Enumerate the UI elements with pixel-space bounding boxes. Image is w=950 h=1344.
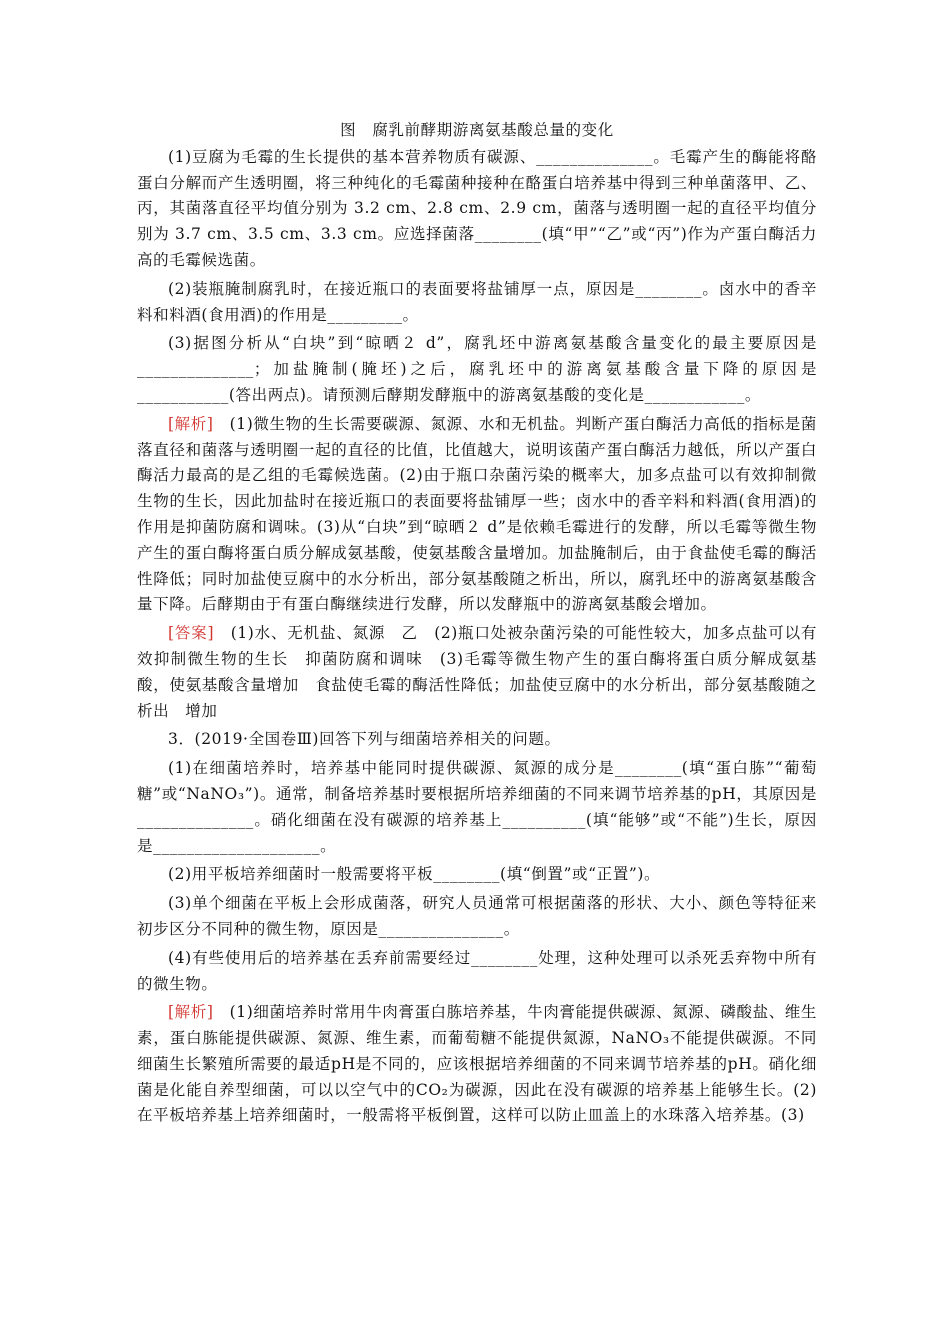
q3-part4: (4)有些使用后的培养基在丢弃前需要经过________处理，这种处理可以杀死丢弃物中所有的微生物。 xyxy=(137,948,817,993)
q2-answer xyxy=(137,621,817,724)
q3-part1: (1)在细菌培养时，培养基中能同时提供碳源、氮源的成分是________(填“蛋白胨”“葡萄糖”或“NaNO₃”)。通常，制备培养基时要根据所培养细菌的不同来调节培养基的pH，其原因是______________。硝化细菌在没有碳源的培养基上__________(填“能够”或“不能”)生长，原因是____________________。 xyxy=(137,759,817,855)
analysis-tag: [解析] xyxy=(168,1003,214,1022)
q2-part1: (1)豆腐为毛霉的生长提供的基本营养物质有碳源、______________。毛霉产生的酶能将酪蛋白分解而产生透明圈，将三种纯化的毛霉菌种接种在酪蛋白培养基中得到三种单菌落甲、乙、丙，其菌落直径平均值分别为 3.2 cm、2.8 cm、2.9 cm，菌落与透明圈一起的直径平均值分别为 3.7 cm、3.5 cm、3.3 cm。应选择菌落________(填“甲”“乙”或“丙”)作为产蛋白酶活力高的毛霉候选菌。 xyxy=(137,147,817,269)
q2-analysis xyxy=(137,412,817,618)
analysis-tag: [解析] xyxy=(168,414,214,433)
q3-part2: (2)用平板培养细菌时一般需要将平板________(填“倒置”或“正置”)。 xyxy=(168,865,661,884)
figure-caption: 图 腐乳前酵期游离氨基酸总量的变化 xyxy=(340,121,614,139)
answer-tag: [答案] xyxy=(168,624,215,643)
answer-text: (1)水、无机盐、氮源 乙 (2)瓶口处被杂菌污染的可能性较大，加多点盐可以有效抑制微生物的生长 抑菌防腐和调味 (3)毛霉等微生物产生的蛋白酶将蛋白质分解成氨基酸，使氨基酸含量增加 食盐使毛霉的酶活性降低；加盐使豆腐中的水分析出，部分氨基酸随之析出 增加 xyxy=(137,624,817,720)
q3-analysis xyxy=(137,1000,817,1129)
q2-part2: (2)装瓶腌制腐乳时，在接近瓶口的表面要将盐铺厚一点，原因是________。卤水中的香辛料和料酒(食用酒)的作用是_________。 xyxy=(137,279,817,324)
q3-part3: (3)单个细菌在平板上会形成菌落，研究人员通常可根据菌落的形状、大小、颜色等特征来初步区分不同种的微生物，原因是_______________。 xyxy=(137,894,817,938)
q3-stem: 3．(2019·全国卷Ⅲ)回答下列与细菌培养相关的问题。 xyxy=(168,730,561,749)
analysis-text: (1)细菌培养时常用牛肉膏蛋白胨培养基，牛肉膏能提供碳源、氮源、磷酸盐、维生素，蛋白胨能提供碳源、氮源、维生素，而葡萄糖不能提供氮源，NaNO₃不能提供碳源。不同细菌生长繁殖所需要的最适pH是不同的，应该根据培养细菌的不同来调节培养基的pH。硝化细菌是化能自养型细菌，可以以空气中的CO₂为碳源，因此在没有碳源的培养基上能够生长。(2)在平板培养基上培养细菌时，一般需将平板倒置，这样可以防止皿盖上的水珠落入培养基。(3) xyxy=(137,1003,818,1125)
document-page xyxy=(137,118,817,1132)
analysis-text: (1)微生物的生长需要碳源、氮源、水和无机盐。判断产蛋白酶活力高低的指标是菌落直径和菌落与透明圈一起的直径的比值，比值越大，说明该菌产蛋白酶活力越低，所以产蛋白酶活力最高的是乙组的毛霉候选菌。(2)由于瓶口杂菌污染的概率大，加多点盐可以有效抑制微生物的生长，因此加盐时在接近瓶口的表面要将盐铺厚一些；卤水中的香辛料和料酒(食用酒)的作用是抑菌防腐和调味。(3)从“白块”到“晾晒２ d”是依赖毛霉进行的发酵，所以毛霉等微生物产生的蛋白酶将蛋白质分解成氨基酸，使氨基酸含量增加。加盐腌制后，由于食盐使毛霉的酶活性降低；同时加盐使豆腐中的水分析出，部分氨基酸随之析出，所以，腐乳坯中的游离氨基酸含量下降。后酵期由于有蛋白酶继续进行发酵，所以发酵瓶中的游离氨基酸会增加。 xyxy=(137,414,818,614)
q2-part3: (3)据图分析从“白块”到“晾晒２ d”，腐乳坯中游离氨基酸含量变化的最主要原因是______________；加盐腌制(腌坯)之后，腐乳坯中的游离氨基酸含量下降的原因是___________(答出两点)。请预测后酵期发酵瓶中的游离氨基酸的变化是____________。 xyxy=(137,334,817,404)
